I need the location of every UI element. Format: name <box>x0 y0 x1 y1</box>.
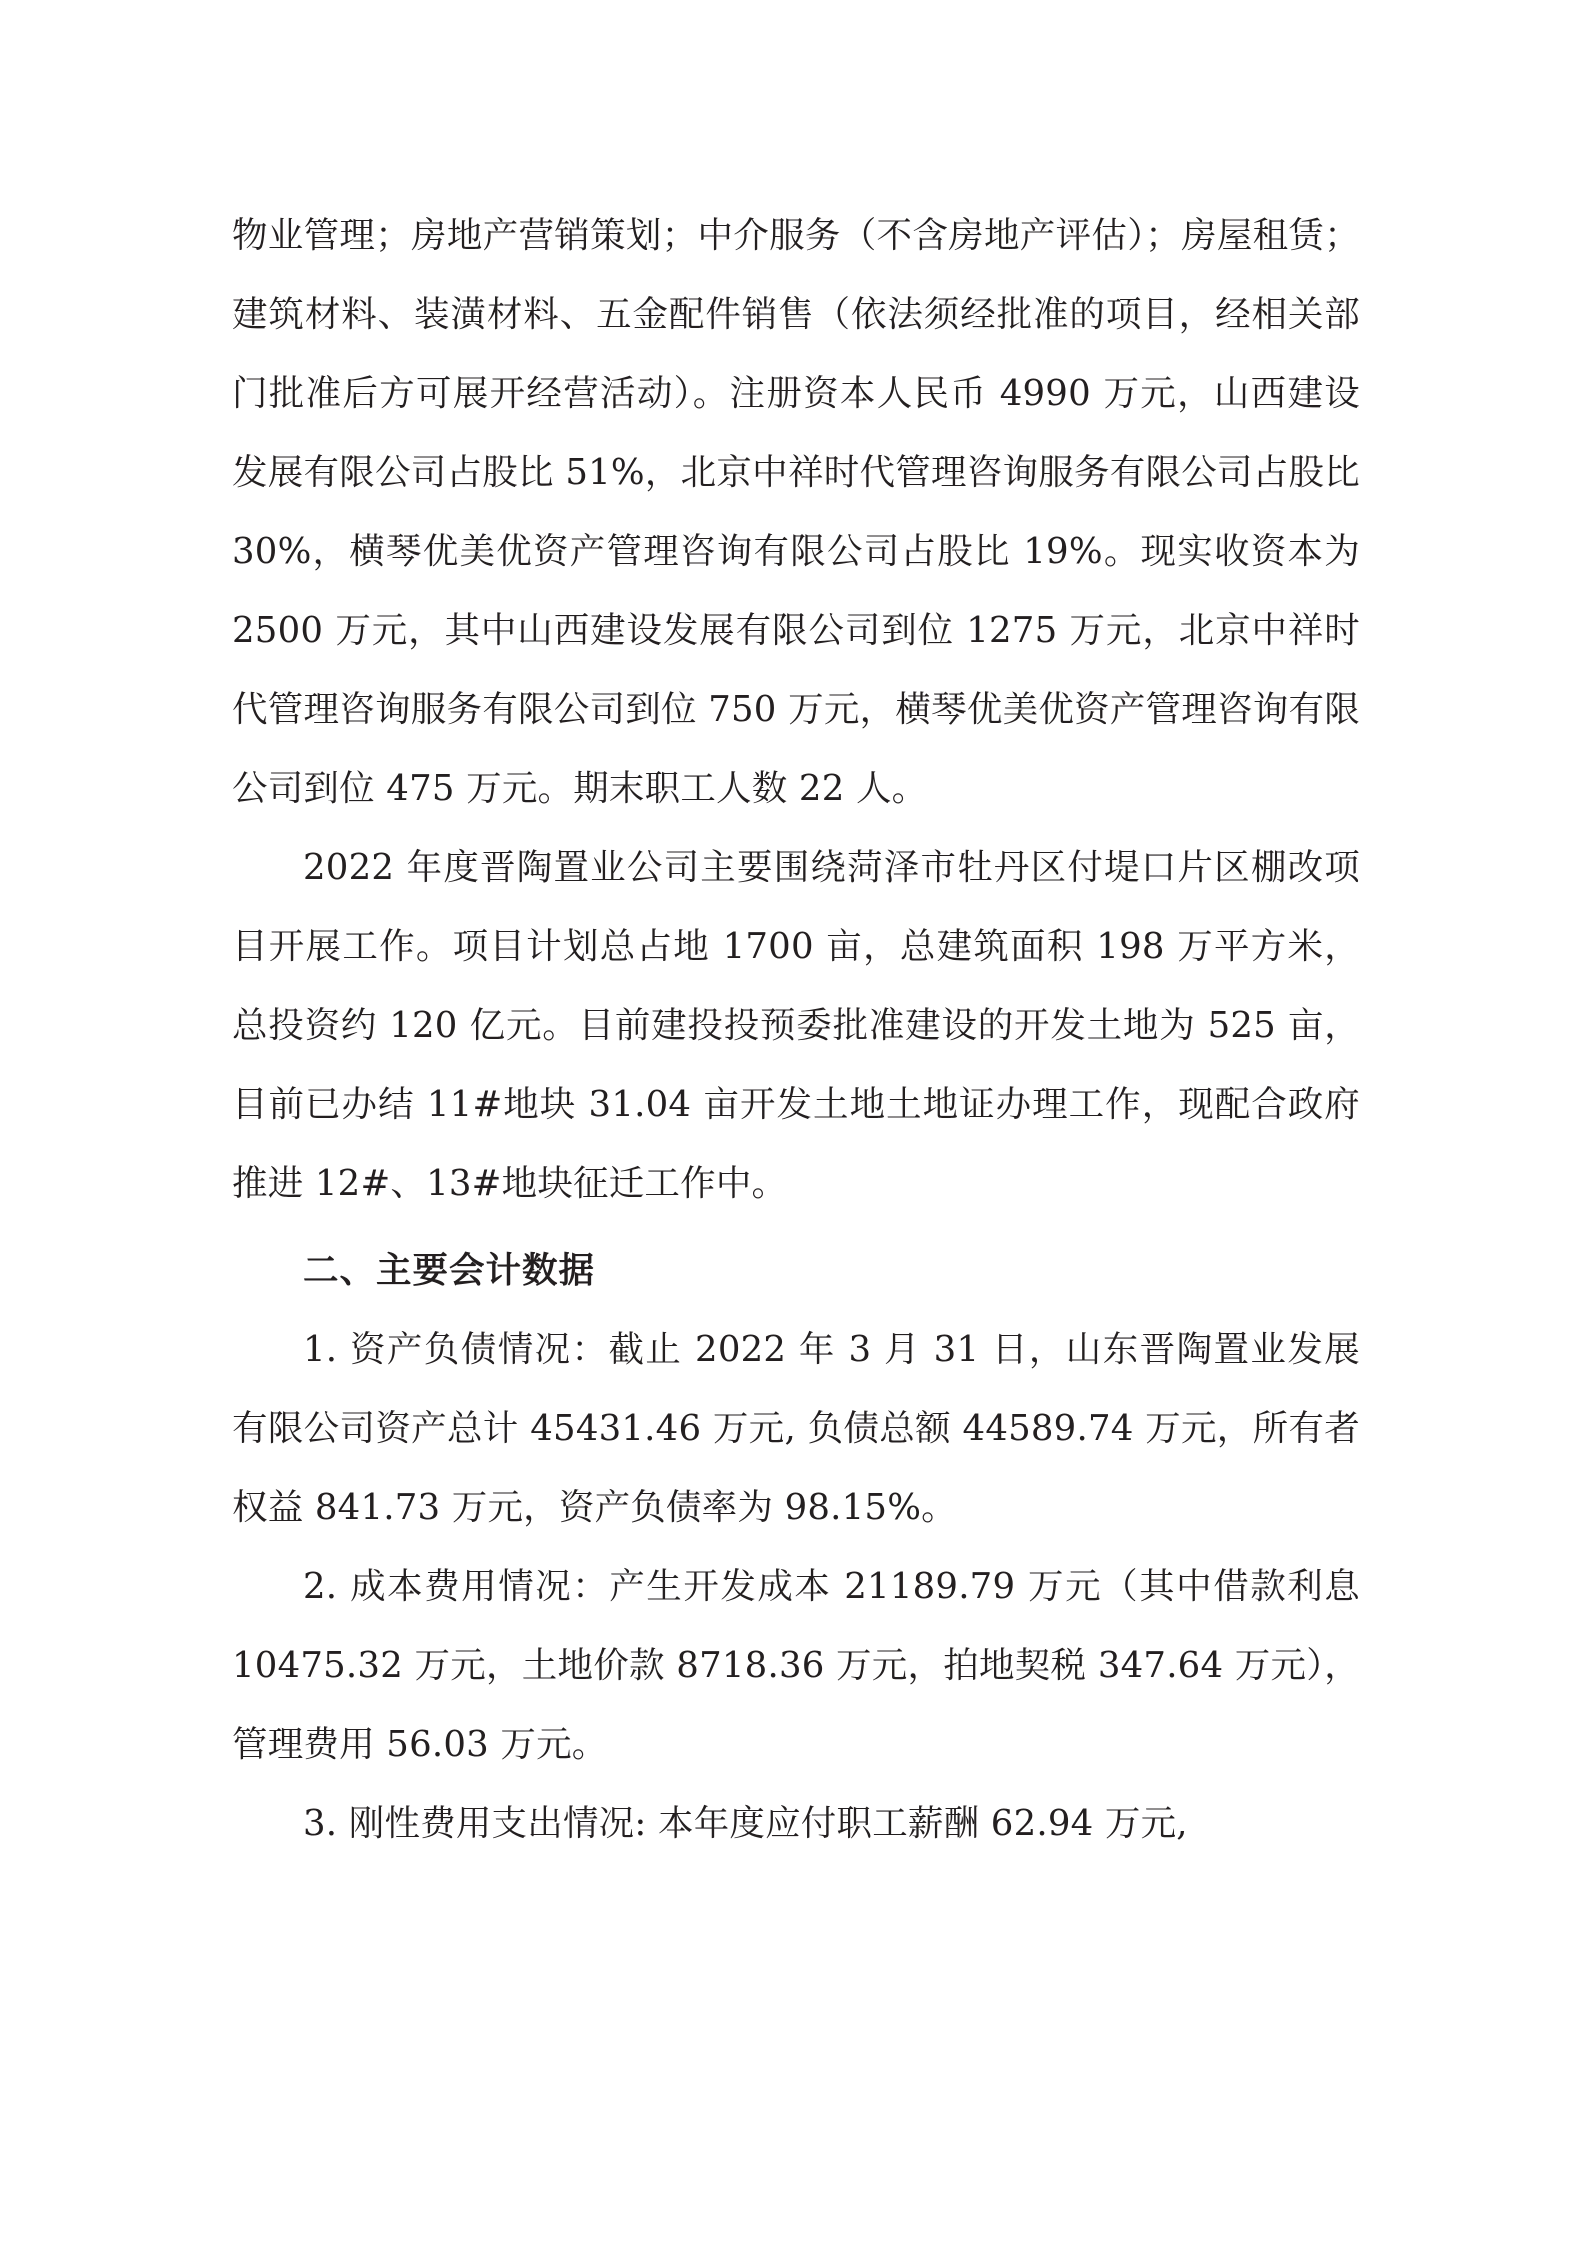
list-item-rigid-expense: 3. 刚性费用支出情况: 本年度应付职工薪酬 62.94 万元, <box>303 1803 1188 1844</box>
section-spacer <box>232 1223 1360 1231</box>
section-heading-accounting-data: 二、主要会计数据 <box>303 1250 596 1291</box>
list-item-assets-liabilities: 1. 资产负债情况：截止 2022 年 3 月 31 日，山东晋陶置业发展有限公司资产总计 45431.46 万元, 负债总额 44589.74 万元，所有者权益 841.73 万元，资产负债率为 98.15%。 <box>232 1329 1360 1528</box>
list-item-cost-expense: 2. 成本费用情况：产生开发成本 21189.79 万元（其中借款利息 10475.32 万元，土地价款 8718.36 万元，拍地契税 347.64 万元），管理费用 56.03 万元。 <box>232 1566 1360 1765</box>
page-content <box>232 196 1360 1863</box>
paragraph-business-scope: 物业管理；房地产营销策划；中介服务（不含房地产评估）；房屋租赁；建筑材料、装潢材料、五金配件销售（依法须经批准的项目，经相关部门批准后方可展开经营活动）。注册资本人民币 4990 万元，山西建设发展有限公司占股比 51%，北京中祥时代管理咨询服务有限公司占股比 30%，横琴优美优资产管理咨询有限公司占股比 19%。现实收资本为 2500 万元，其中山西建设发展有限公司到位 1275 万元，北京中祥时代管理咨询服务有限公司到位 750 万元，横琴优美优资产管理咨询有限公司到位 475 万元。期末职工人数 22 人。 <box>232 215 1360 809</box>
paragraph-project-2022: 2022 年度晋陶置业公司主要围绕菏泽市牡丹区付堤口片区棚改项目开展工作。项目计划总占地 1700 亩，总建筑面积 198 万平方米，总投资约 120 亿元。目前建投投预委批准建设的开发土地为 525 亩，目前已办结 11#地块 31.04 亩开发土地土地证办理工作，现配合政府推进 12#、13#地块征迁工作中。 <box>232 847 1360 1204</box>
